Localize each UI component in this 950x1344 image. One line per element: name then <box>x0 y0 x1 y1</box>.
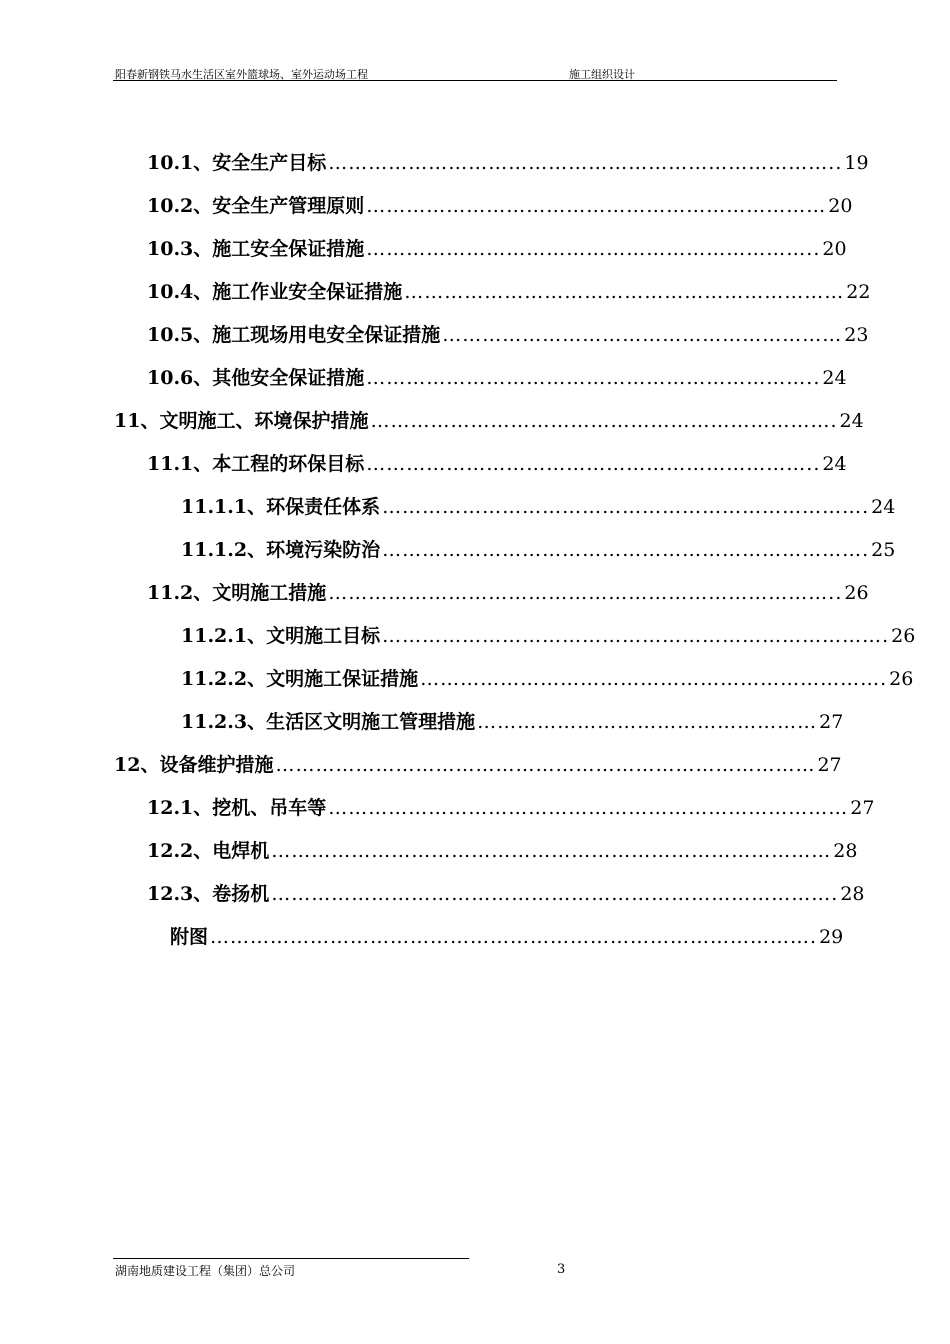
toc-entry[interactable] <box>181 664 914 704</box>
toc-leader-dots: ………………………………………………………………….. <box>328 582 843 604</box>
toc-entry[interactable] <box>181 621 916 661</box>
toc-entry-title: 10.2、安全生产管理原则 <box>147 195 365 217</box>
toc-entry-title: 11.2.3、生活区文明施工管理措施 <box>181 711 476 733</box>
toc-entry-title: 10.1、安全生产目标 <box>147 152 327 174</box>
toc-entry-title: 11、文明施工、环境保护措施 <box>114 410 369 432</box>
toc-entry-title: 10.6、其他安全保证措施 <box>147 367 365 389</box>
toc-entry-page: 25 <box>871 539 896 561</box>
toc-entry-page: 27 <box>819 711 844 733</box>
toc-entry[interactable] <box>147 793 875 833</box>
toc-entry-page: 24 <box>839 410 864 432</box>
toc-entry[interactable] <box>181 492 896 532</box>
toc-entry[interactable] <box>147 836 858 876</box>
toc-leader-dots: ………………………………………………………………………………. <box>210 926 818 948</box>
toc-entry[interactable] <box>147 578 869 618</box>
toc-entry[interactable] <box>181 707 844 747</box>
toc-entry[interactable] <box>181 535 896 575</box>
toc-entry[interactable] <box>147 449 847 489</box>
toc-entry-page: 24 <box>822 453 847 475</box>
toc-entry-page: 22 <box>846 281 871 303</box>
toc-entry-page: 20 <box>828 195 853 217</box>
toc-leader-dots: ………………………………………………………….. <box>366 238 821 260</box>
toc-entry-page: 29 <box>819 926 844 948</box>
toc-leader-dots: …………………………………………………… <box>442 324 843 346</box>
toc-leader-dots: …………………………………………………………… <box>366 195 827 217</box>
footer-company-name: 湖南地质建设工程（集团）总公司 <box>115 1264 296 1278</box>
toc-entry[interactable] <box>147 234 847 274</box>
toc-entry-title: 12.3、卷扬机 <box>147 883 270 905</box>
footer-divider <box>113 1258 469 1259</box>
toc-entry-title: 10.4、施工作业安全保证措施 <box>147 281 403 303</box>
toc-leader-dots: ………………………………………………………………….. <box>328 152 843 174</box>
toc-entry-page: 24 <box>871 496 896 518</box>
toc-entry-page: 23 <box>844 324 869 346</box>
toc-entry-page: 28 <box>840 883 865 905</box>
toc-leader-dots: ………………………………………………………………. <box>382 496 870 518</box>
toc-entry[interactable] <box>147 191 853 231</box>
toc-leader-dots: ………………………………………………………………………… <box>271 840 832 862</box>
toc-leader-dots: …………………………………………… <box>477 711 818 733</box>
toc-entry-title: 11.1.2、环境污染防治 <box>181 539 381 561</box>
toc-leader-dots: ……………………………………………………………………… <box>275 754 816 776</box>
header-project-title: 阳春新钢铁马水生活区室外篮球场、室外运动场工程 <box>115 68 368 81</box>
toc-entry-title: 11.1、本工程的环保目标 <box>147 453 365 475</box>
toc-entry-page: 28 <box>833 840 858 862</box>
toc-entry-title: 12.1、挖机、吊车等 <box>147 797 327 819</box>
toc-leader-dots: …………………………………………………………………… <box>328 797 849 819</box>
toc-leader-dots: ……………………………………………………………. <box>370 410 838 432</box>
toc-entry-page: 20 <box>822 238 847 260</box>
toc-entry-page: 26 <box>889 668 914 690</box>
toc-entry-page: 26 <box>844 582 869 604</box>
toc-entry-page: 26 <box>891 625 916 647</box>
toc-leader-dots: …………………………………………………………………. <box>382 625 890 647</box>
toc-entry-title: 10.3、施工安全保证措施 <box>147 238 365 260</box>
toc-entry-page: 27 <box>817 754 842 776</box>
toc-entry-title: 11.2.2、文明施工保证措施 <box>181 668 419 690</box>
toc-leader-dots: …………………………………………………………………………. <box>271 883 839 905</box>
toc-entry-title: 11.2、文明施工措施 <box>147 582 327 604</box>
toc-leader-dots: ………………………………………………………… <box>404 281 845 303</box>
toc-entry-page: 19 <box>844 152 869 174</box>
toc-leader-dots: ……………………………………………………………. <box>420 668 888 690</box>
footer-page-number: 3 <box>557 1262 566 1277</box>
toc-entry-page: 27 <box>850 797 875 819</box>
toc-leader-dots: ………………………………………………………………. <box>382 539 870 561</box>
toc-entry[interactable] <box>147 277 871 317</box>
toc-leader-dots: ………………………………………………………….. <box>366 453 821 475</box>
header-document-type: 施工组织设计 <box>569 68 635 81</box>
toc-entry[interactable] <box>147 879 865 919</box>
toc-entry-title: 12.2、电焊机 <box>147 840 270 862</box>
toc-entry-title: 11.2.1、文明施工目标 <box>181 625 381 647</box>
toc-entry-title: 附图 <box>170 926 209 948</box>
toc-leader-dots: ………………………………………………………….. <box>366 367 821 389</box>
page-header <box>113 66 837 81</box>
toc-entry[interactable] <box>170 922 844 962</box>
toc-entry[interactable] <box>147 320 869 360</box>
toc-entry-page: 24 <box>822 367 847 389</box>
toc-entry-title: 11.1.1、环保责任体系 <box>181 496 381 518</box>
toc-entry[interactable] <box>147 363 847 403</box>
toc-entry[interactable] <box>114 750 842 790</box>
toc-entry-title: 12、设备维护措施 <box>114 754 274 776</box>
toc-entry[interactable] <box>147 148 869 188</box>
toc-entry[interactable] <box>114 406 864 446</box>
toc-entry-title: 10.5、施工现场用电安全保证措施 <box>147 324 441 346</box>
